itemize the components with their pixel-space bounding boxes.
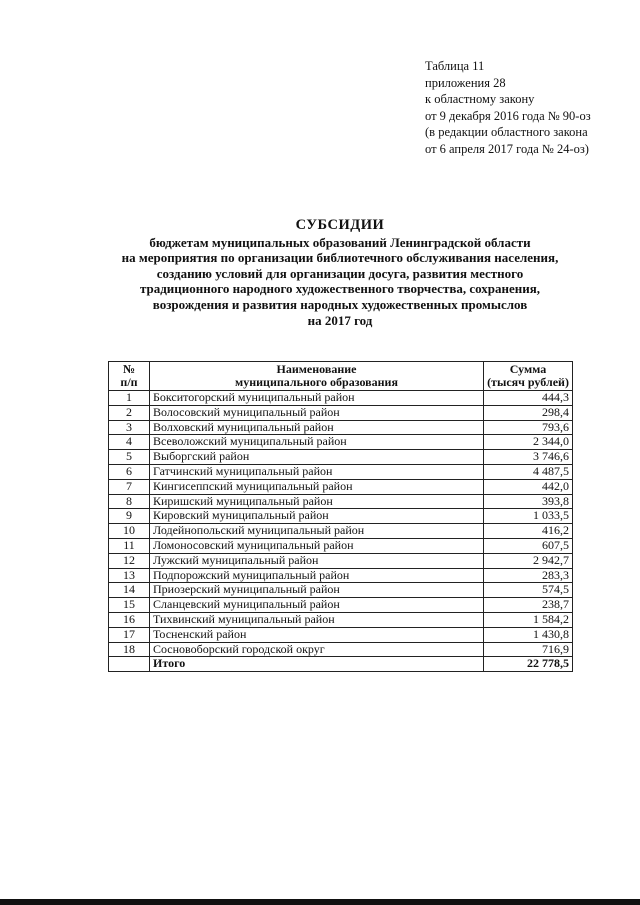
table-row xyxy=(109,420,573,435)
subsidy-table xyxy=(108,361,573,672)
title-line: на мероприятия по организации библиотечного обслуживания населения, xyxy=(121,250,559,266)
row-name: Приозерский муниципальный район xyxy=(150,583,484,598)
header-sum-line2: (тысяч рублей) xyxy=(487,375,569,389)
title-line: бюджетам муниципальных образований Ленинградской области xyxy=(149,234,531,250)
title-line: созданию условий для организации досуга, развития местного xyxy=(156,265,524,281)
row-name: Лужский муниципальный район xyxy=(150,553,484,568)
header-line: от 6 апреля 2017 года № 24-оз) xyxy=(425,141,589,156)
header-sum xyxy=(484,362,573,391)
row-num: 7 xyxy=(109,479,150,494)
row-sum: 793,6 xyxy=(484,420,573,435)
row-num: 13 xyxy=(109,568,150,583)
header-line: приложения 28 xyxy=(425,75,506,90)
row-name: Лодейнопольский муниципальный район xyxy=(150,524,484,539)
header-line: (в редакции областного закона xyxy=(425,125,588,139)
row-name: Кировский муниципальный район xyxy=(150,509,484,524)
row-sum: 607,5 xyxy=(484,538,573,553)
document-header xyxy=(425,58,591,157)
total-sum: 22 778,5 xyxy=(484,657,573,672)
row-sum: 716,9 xyxy=(484,642,573,657)
row-sum: 444,3 xyxy=(484,391,573,406)
row-sum: 442,0 xyxy=(484,479,573,494)
row-sum: 1 584,2 xyxy=(484,612,573,627)
row-name: Волховский муниципальный район xyxy=(150,420,484,435)
row-sum: 4 487,5 xyxy=(484,464,573,479)
table-row xyxy=(109,391,573,406)
header-num-line1: № xyxy=(122,362,136,376)
table-row xyxy=(109,405,573,420)
row-num: 5 xyxy=(109,450,150,465)
title-line: на 2017 год xyxy=(307,312,373,328)
row-num: 2 xyxy=(109,405,150,420)
total-num xyxy=(109,657,150,672)
row-num: 14 xyxy=(109,583,150,598)
row-name: Сланцевский муниципальный район xyxy=(150,598,484,613)
row-name: Тосненский район xyxy=(150,627,484,642)
row-sum: 238,7 xyxy=(484,598,573,613)
document-title xyxy=(60,218,620,328)
title-line: возрождения и развития народных художественных промыслов xyxy=(152,296,528,312)
row-name: Ломоносовский муниципальный район xyxy=(150,538,484,553)
table-row xyxy=(109,435,573,450)
scan-edge xyxy=(0,899,640,905)
row-sum: 2 942,7 xyxy=(484,553,573,568)
table-row xyxy=(109,568,573,583)
header-name xyxy=(150,362,484,391)
row-num: 15 xyxy=(109,598,150,613)
row-sum: 574,5 xyxy=(484,583,573,598)
table-row xyxy=(109,583,573,598)
header-num-line2: п/п xyxy=(120,375,138,389)
header-line: от 9 декабря 2016 года № 90-оз xyxy=(425,108,591,123)
header-name-line1: Наименование xyxy=(276,362,357,376)
table-row xyxy=(109,598,573,613)
table-row xyxy=(109,464,573,479)
row-sum: 298,4 xyxy=(484,405,573,420)
total-row xyxy=(109,657,573,672)
table-row xyxy=(109,627,573,642)
row-num: 12 xyxy=(109,553,150,568)
row-sum: 1 033,5 xyxy=(484,509,573,524)
table-row xyxy=(109,553,573,568)
row-num: 1 xyxy=(109,391,150,406)
table-row xyxy=(109,450,573,465)
row-num: 9 xyxy=(109,509,150,524)
header-sum-line1: Сумма xyxy=(509,362,547,376)
table-row xyxy=(109,494,573,509)
row-num: 11 xyxy=(109,538,150,553)
title-main: СУБСИДИИ xyxy=(295,217,385,233)
row-name: Выборгский район xyxy=(150,450,484,465)
row-sum: 2 344,0 xyxy=(484,435,573,450)
row-name: Подпорожский муниципальный район xyxy=(150,568,484,583)
row-name: Бокситогорский муниципальный район xyxy=(150,391,484,406)
table-row xyxy=(109,612,573,627)
row-num: 18 xyxy=(109,642,150,657)
header-num xyxy=(109,362,150,391)
row-sum: 416,2 xyxy=(484,524,573,539)
row-sum: 283,3 xyxy=(484,568,573,583)
row-num: 16 xyxy=(109,612,150,627)
row-num: 4 xyxy=(109,435,150,450)
row-name: Кингисеппский муниципальный район xyxy=(150,479,484,494)
row-sum: 3 746,6 xyxy=(484,450,573,465)
table-row xyxy=(109,642,573,657)
header-line: к областному закону xyxy=(425,92,535,106)
row-num: 8 xyxy=(109,494,150,509)
title-line: традиционного народного художественного творчества, сохранения, xyxy=(139,281,541,297)
row-name: Всеволожский муниципальный район xyxy=(150,435,484,450)
row-sum: 393,8 xyxy=(484,494,573,509)
row-name: Волосовский муниципальный район xyxy=(150,405,484,420)
header-name-line2: муниципального образования xyxy=(235,375,398,389)
table-row xyxy=(109,479,573,494)
row-num: 3 xyxy=(109,420,150,435)
table-row xyxy=(109,509,573,524)
row-name: Гатчинский муниципальный район xyxy=(150,464,484,479)
row-num: 17 xyxy=(109,627,150,642)
table-row xyxy=(109,524,573,539)
row-name: Киришский муниципальный район xyxy=(150,494,484,509)
row-name: Сосновоборский городской округ xyxy=(150,642,484,657)
row-num: 6 xyxy=(109,464,150,479)
row-name: Тихвинский муниципальный район xyxy=(150,612,484,627)
table-header-row xyxy=(109,362,573,391)
total-label: Итого xyxy=(150,657,484,672)
table-row xyxy=(109,538,573,553)
row-num: 10 xyxy=(109,524,150,539)
row-sum: 1 430,8 xyxy=(484,627,573,642)
header-line: Таблица 11 xyxy=(425,59,485,73)
